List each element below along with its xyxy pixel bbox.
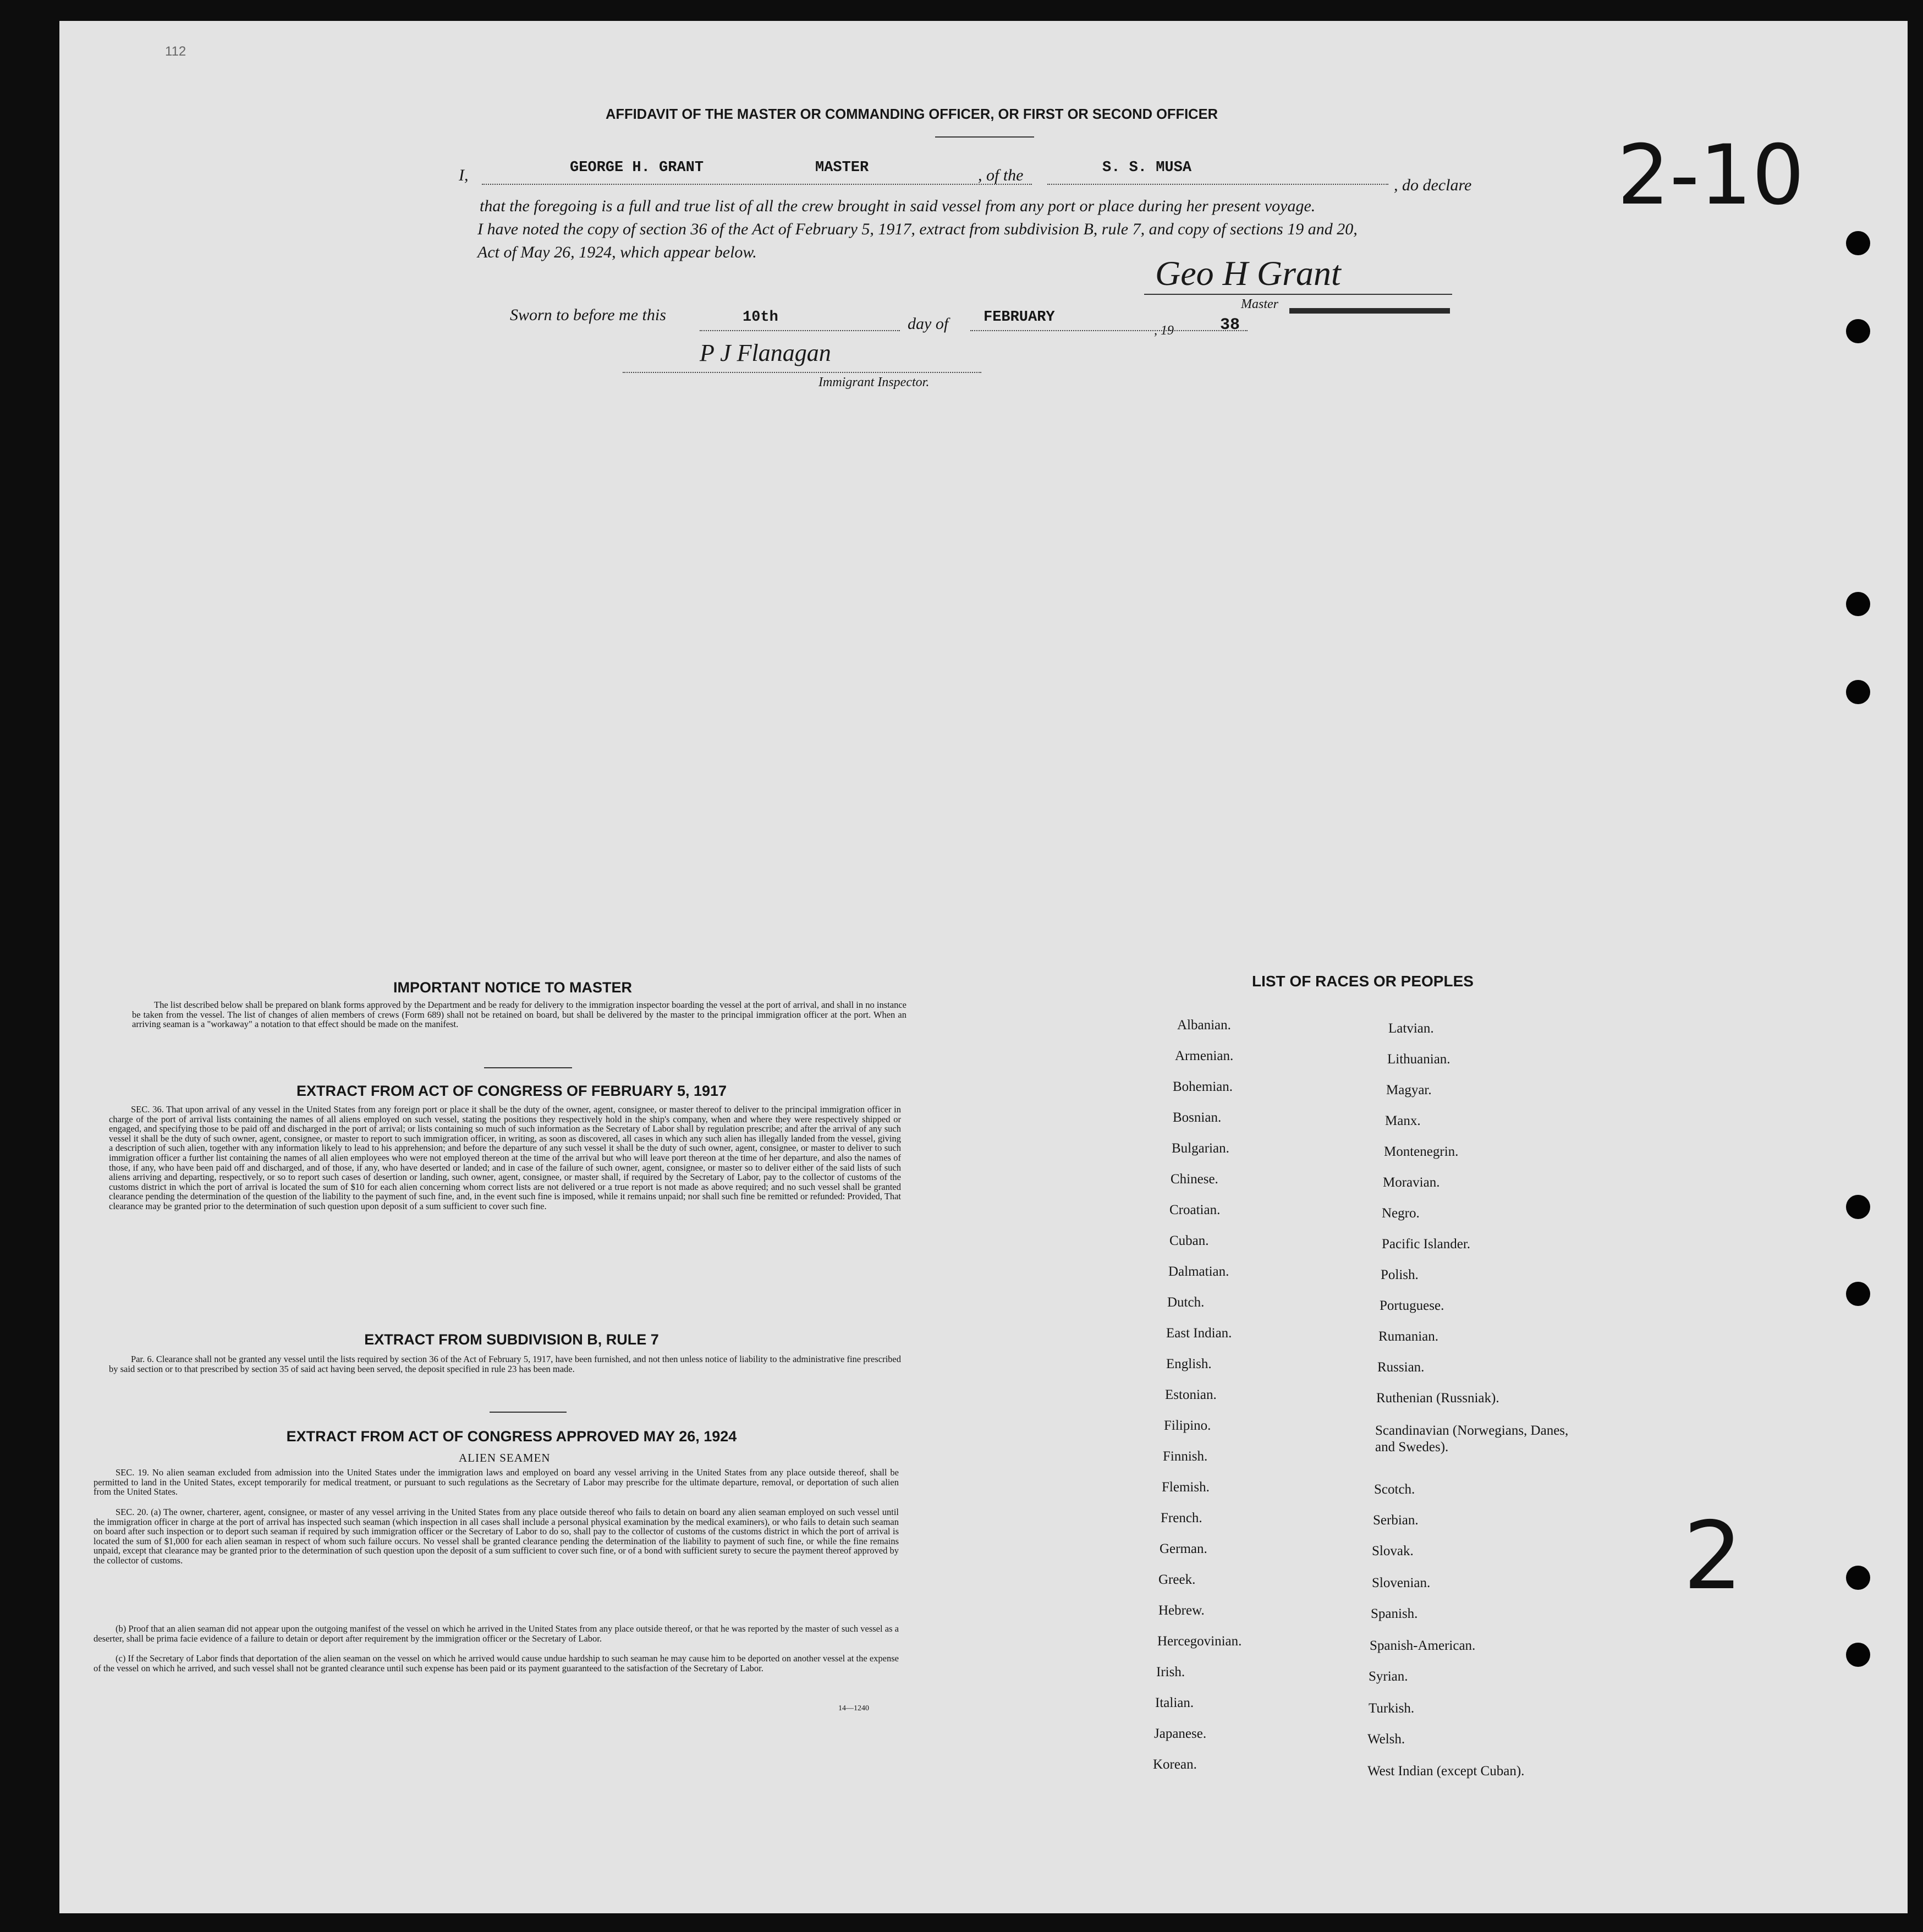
- punch-hole: [1846, 1643, 1870, 1667]
- vessel-name: S. S. MUSA: [1102, 160, 1192, 176]
- signature-line: [1144, 294, 1452, 295]
- race-right: Manx.: [1385, 1113, 1421, 1128]
- punch-hole: [1846, 592, 1870, 616]
- vessel-line: [1047, 163, 1388, 185]
- sworn-month: FEBRUARY: [984, 309, 1055, 326]
- notice-title: IMPORTANT NOTICE TO MASTER: [393, 979, 632, 996]
- divider: [935, 136, 1034, 138]
- race-right: Latvian.: [1388, 1021, 1434, 1036]
- race-right: Ruthenian (Russniak).: [1376, 1391, 1499, 1406]
- race-left: Korean.: [1153, 1757, 1197, 1772]
- master-signature-caption: Master: [1241, 297, 1278, 311]
- race-right: Serbian.: [1373, 1513, 1419, 1528]
- race-left: French.: [1161, 1511, 1202, 1525]
- rule-7-title: EXTRACT FROM SUBDIVISION B, RULE 7: [364, 1331, 659, 1348]
- race-right: West Indian (except Cuban).: [1367, 1764, 1525, 1779]
- race-right: Welsh.: [1367, 1732, 1405, 1747]
- form-number: 14—1240: [838, 1704, 869, 1713]
- punch-hole: [1846, 1566, 1870, 1590]
- corner-mark: 112: [165, 44, 186, 59]
- sworn-day: 10th: [743, 309, 778, 326]
- race-right: Pacific Islander.: [1382, 1237, 1471, 1252]
- race-left: Dalmatian.: [1168, 1264, 1229, 1279]
- race-left: Estonian.: [1165, 1387, 1217, 1402]
- race-left: Cuban.: [1169, 1233, 1209, 1248]
- race-right: Slovenian.: [1372, 1576, 1431, 1590]
- race-right: Scandinavian (Norwegians, Danes, and Swedes).: [1375, 1423, 1569, 1455]
- race-right: Rumanian.: [1378, 1329, 1439, 1344]
- race-left: Chinese.: [1171, 1172, 1218, 1187]
- race-left: Hebrew.: [1158, 1603, 1205, 1618]
- race-right: Spanish-American.: [1370, 1638, 1476, 1653]
- sworn-year: 38: [1220, 316, 1240, 334]
- extract-1917-title: EXTRACT FROM ACT OF CONGRESS OF FEBRUARY 5, 1917: [296, 1083, 727, 1099]
- of-the-label: , of the: [978, 166, 1024, 184]
- race-left: Flemish.: [1162, 1480, 1210, 1495]
- race-right: Magyar.: [1386, 1083, 1432, 1097]
- race-left: Bulgarian.: [1172, 1141, 1229, 1156]
- sworn-label: Sworn to before me this: [510, 306, 666, 324]
- do-declare-label: , do declare: [1394, 176, 1472, 194]
- master-name: GEORGE H. GRANT: [570, 160, 704, 176]
- section-20a-text: SEC. 20. (a) The owner, charterer, agent, consignee, or master of any vessel arriving in the United States from any place outside thereof who fails to detain on board any alien seaman employed on such vessel until the immigration officer in charge at the port of arrival has inspected such seaman (which inspection in all cases shall include a personal physical examination by the medical examiners), or who fails to detain such seaman on board after such inspection or to deport such seaman if required by such immigration officer or the Secretary of Labor to do so, shall pay to the collector of customs of the customs district in which the port of arrival is located the sum of $1,000 for each alien seaman in respect of whom such failure occurs. No vessel shall be granted clearance pending the determination of the liability to payment of such fine, or while the fine remains unpaid, except that clearance may be granted prior to the determination of such question upon the deposit of a sum sufficient to cover such fine, or of a bond with sufficient surety to secure the payment thereof approved by the collector of customs.: [94, 1507, 899, 1566]
- struck-text: [1289, 308, 1450, 314]
- day-line: [700, 310, 900, 331]
- race-right: Russian.: [1377, 1360, 1425, 1375]
- race-right: Syrian.: [1369, 1669, 1408, 1684]
- race-left: Bosnian.: [1173, 1110, 1222, 1125]
- rule-7-text: Par. 6. Clearance shall not be granted any vessel until the lists required by section 36 of the Act of February 5, 1917, have been furnished, and not then unless notice of liability to the administrative fine prescribed by said section or to that prescribed by section 35 of said act having been served, the deposit specified in rule 23 has been made.: [109, 1354, 901, 1374]
- race-right: Spanish.: [1371, 1606, 1418, 1621]
- affidavit-line-3: I have noted the copy of section 36 of the Act of February 5, 1917, extract from subdivision B, rule 7, and copy of sections 19 and 20,: [477, 220, 1358, 238]
- race-left: Italian.: [1155, 1695, 1194, 1710]
- inspector-caption: Immigrant Inspector.: [818, 375, 930, 389]
- affidavit-title: AFFIDAVIT OF THE MASTER OR COMMANDING OFFICER, OR FIRST OR SECOND OFFICER: [606, 107, 1218, 122]
- extract-1917-text: SEC. 36. That upon arrival of any vessel in the United States from any foreign port or place it shall be the duty of the owner, agent, consignee, or master thereof to deliver to the principal immigration officer in charge of the port of arrival lists containing the names of all aliens employed on such vessel, stating the positions they respectively hold in the ship's company, when and where they were respectively shipped or engaged, and specifying those to be paid off and discharged in the port of arrival; or lists containing so much of such information as the Secretary of Labor shall by regulation prescribe; and after the arrival of any such vessel it shall be the duty of such owner, agent, consignee, or master to report to such immigration officer, in writing, as soon as discovered, all cases in which any such alien has illegally landed from the vessel, giving a description of such alien, together with any information likely to lead to his apprehension; and before the departure of any such vessel it shall be the duty of such owner, agent, consignee, or master to deliver to such immigration officer a further list containing the names of all alien employees who were not employed thereon at the time of the arrival but who will leave port thereon at the time of her departure, and also the names of those, if any, who have been paid off and discharged, and of those, if any, who have deserted or landed; and in case of the failure of such owner, agent, consignee, or master so to deliver either of the said lists of such aliens arriving and departing, respectively, or so to report such cases of desertion or landing, such owner, agent, consignee, or master shall, if required by the Secretary of Labor, pay to the collector of customs of the customs district in which the port of arrival is located the sum of $10 for each alien concerning whom correct lists are not delivered or a true report is not made as above required; and no such vessel shall be granted clearance pending the determination of the question of the liability to the payment of such fine, and, in the event such fine is imposed, while it remains unpaid; nor shall such fine be remitted or refunded: Provided, That clearance may be granted prior to the determination of such question upon deposit of a sum sufficient to cover such fine.: [109, 1104, 901, 1211]
- race-left: Irish.: [1156, 1665, 1185, 1679]
- page-number-annotation: 2-10: [1617, 128, 1805, 223]
- inspector-line: [623, 350, 981, 373]
- inspector-signature: P J Flanagan: [700, 339, 831, 366]
- punch-hole: [1846, 1282, 1870, 1306]
- notice-text: The list described below shall be prepared on blank forms approved by the Department and be ready for delivery to the immigration inspector boarding the vessel at the port of arrival, and shall in no instance be taken from the vessel. The list of changes of alien members of crews (Form 689) shall not be retained on board, but shall be delivered by the master to the principal immigration officer at the port. When an arriving seaman is a "workaway" a notation to that effect should be made on the manifest.: [132, 1000, 906, 1030]
- race-left: Armenian.: [1175, 1049, 1234, 1063]
- master-signature: Geo H Grant: [1155, 254, 1341, 293]
- master-rank: MASTER: [815, 160, 869, 176]
- race-right: Portuguese.: [1380, 1298, 1444, 1313]
- race-left: English.: [1166, 1357, 1212, 1371]
- punch-hole: [1846, 1195, 1870, 1219]
- race-left: Hercegovinian.: [1157, 1634, 1242, 1649]
- race-left: Bohemian.: [1173, 1079, 1233, 1094]
- affidavit-line-2: that the foregoing is a full and true list of all the crew brought in said vessel from any port or place during her present voyage.: [480, 197, 1316, 215]
- punch-hole: [1846, 319, 1870, 343]
- race-right: Lithuanian.: [1387, 1052, 1451, 1067]
- race-right: Slovak.: [1372, 1544, 1414, 1558]
- affidavit-line-4: Act of May 26, 1924, which appear below.: [477, 243, 757, 261]
- race-left: Filipino.: [1164, 1418, 1211, 1433]
- section-20c-text: (c) If the Secretary of Labor finds that deportation of the alien seaman on the vessel on which he arrived would cause undue hardship to such seaman he may cause him to be deported on another vessel at the expense of the vessel on which he arrived, and such vessel shall not be granted clearance until such expense has been paid or its payment guaranteed to the satisfaction of the Secretary of Labor.: [94, 1653, 899, 1673]
- races-title: LIST OF RACES OR PEOPLES: [1252, 973, 1474, 990]
- punch-hole: [1846, 680, 1870, 704]
- race-right: Scotch.: [1374, 1482, 1415, 1497]
- race-left: Dutch.: [1167, 1295, 1205, 1310]
- race-right: Montenegrin.: [1384, 1144, 1459, 1159]
- margin-annotation: 2: [1683, 1502, 1743, 1611]
- race-left: Finnish.: [1163, 1449, 1208, 1464]
- affidavit-i-label: I,: [459, 166, 469, 184]
- divider: [490, 1412, 567, 1413]
- race-left: Croatian.: [1169, 1203, 1221, 1217]
- race-left: German.: [1160, 1541, 1207, 1556]
- race-left: Japanese.: [1154, 1726, 1207, 1741]
- day-of-label: day of: [908, 315, 949, 333]
- race-right: Moravian.: [1383, 1175, 1440, 1190]
- punch-hole: [1846, 231, 1870, 255]
- race-right: Turkish.: [1369, 1701, 1415, 1716]
- race-right: Polish.: [1381, 1267, 1419, 1282]
- race-right: Negro.: [1382, 1206, 1420, 1221]
- race-left: East Indian.: [1166, 1326, 1232, 1341]
- affidavit-name-line: [482, 163, 1032, 185]
- section-20b-text: (b) Proof that an alien seaman did not appear upon the outgoing manifest of the vessel on which he arrived in the United States from any place outside thereof, or that he was reported by the master of such vessel as a deserter, shall be prima facie evidence of a failure to detain or deport after requirement by the immigration officer or the Secretary of Labor.: [94, 1623, 899, 1644]
- section-19-text: SEC. 19. No alien seaman excluded from admission into the United States under the immigration laws and employed on board any vessel arriving in the United States from any place outside thereof, shall be permitted to land in the United States, except temporarily for medical treatment, or pursuant to such regulations as the Secretary of Labor may prescribe for the ultimate departure, removal, or deportation of such alien from the United States.: [94, 1467, 899, 1497]
- year-prefix: , 19: [1154, 323, 1174, 338]
- alien-seamen-subtitle: ALIEN SEAMEN: [459, 1451, 551, 1464]
- divider: [484, 1067, 572, 1068]
- extract-1924-title: EXTRACT FROM ACT OF CONGRESS APPROVED MAY 26, 1924: [286, 1428, 737, 1445]
- race-left: Greek.: [1158, 1572, 1196, 1587]
- race-left: Albanian.: [1177, 1018, 1231, 1033]
